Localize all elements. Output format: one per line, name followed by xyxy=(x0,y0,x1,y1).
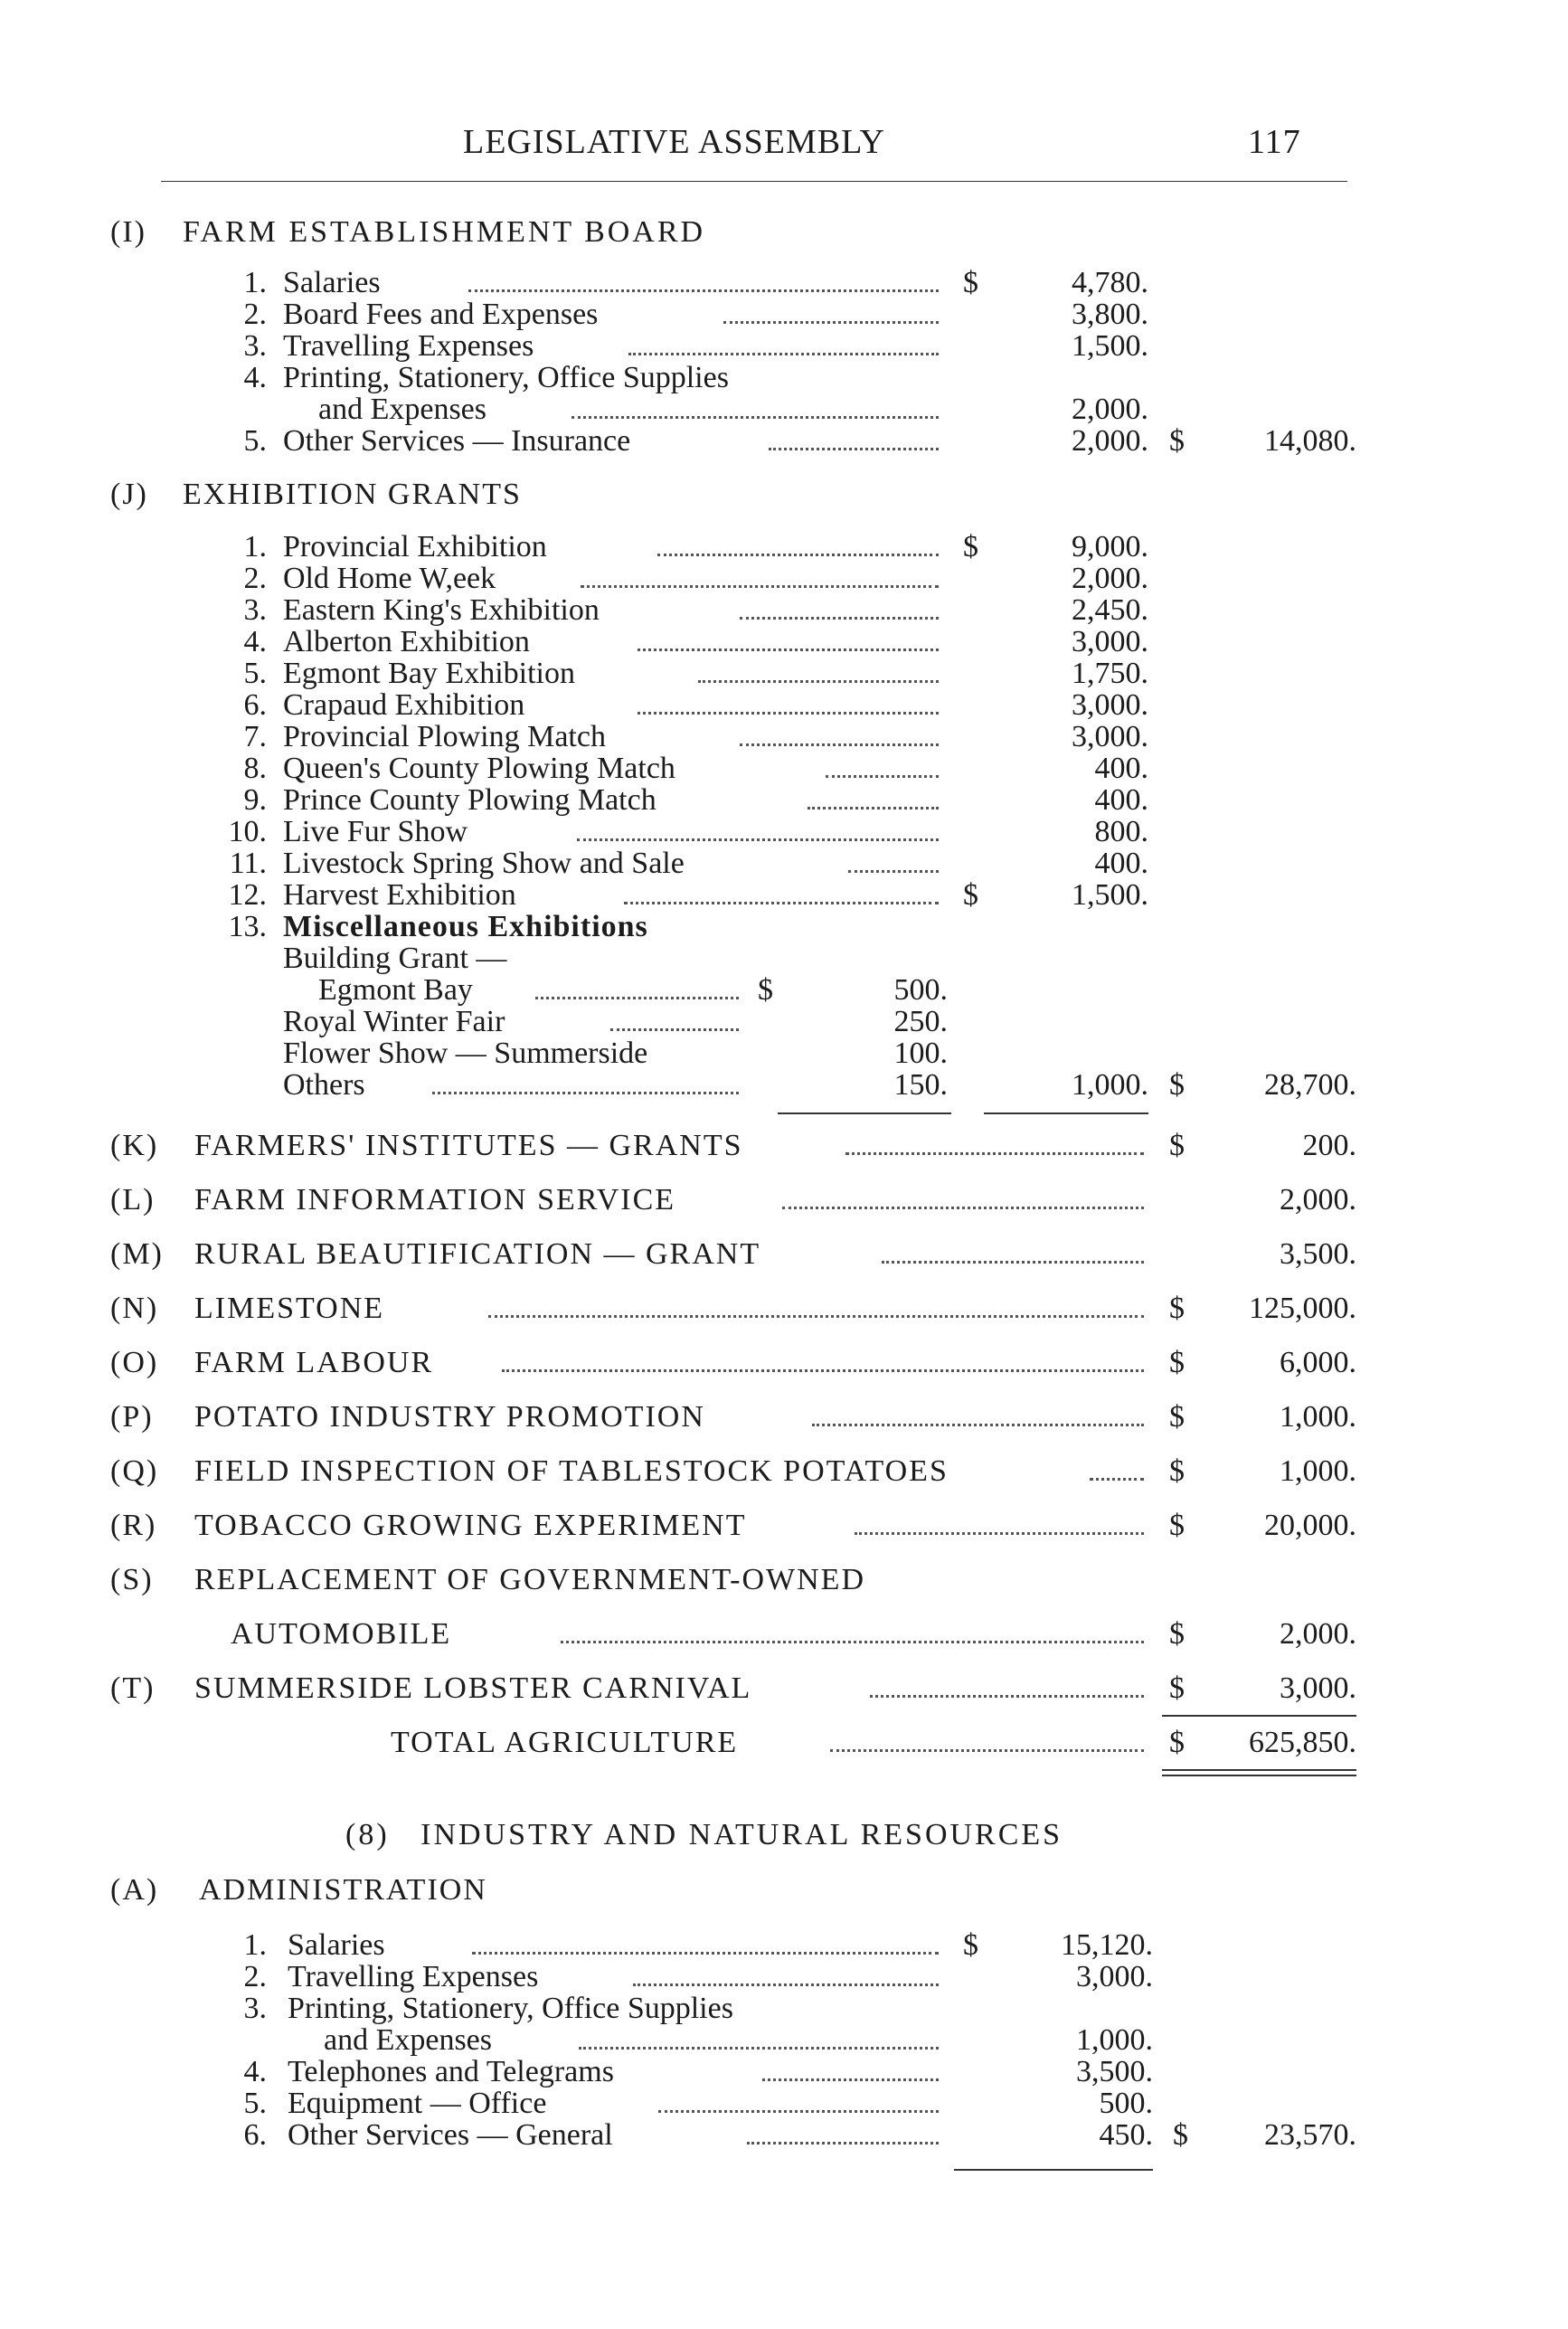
item-amount: 500. xyxy=(1099,2087,1153,2120)
line-name: FIELD INSPECTION OF TABLESTOCK POTATOES xyxy=(194,1454,949,1488)
item-amount: 400. xyxy=(1094,783,1148,817)
item-name: Egmont Bay Exhibition xyxy=(283,657,575,690)
leader-dots xyxy=(638,649,939,651)
item-name: Travelling Expenses xyxy=(283,329,534,363)
leader-dots xyxy=(561,1641,1144,1643)
misc-item-name: Flower Show — Summerside xyxy=(283,1037,648,1070)
item-name: Live Fur Show xyxy=(283,815,468,848)
item-name: Livestock Spring Show and Sale xyxy=(283,847,685,880)
item-name-continued: and Expenses xyxy=(324,2023,493,2057)
line-amount: 3,000. xyxy=(1280,1671,1356,1705)
item-number: 1. xyxy=(243,266,267,299)
misc-item-amount: 100. xyxy=(893,1037,948,1070)
line-name: RURAL BEAUTIFICATION — GRANT xyxy=(194,1237,761,1271)
item-number: 9. xyxy=(243,783,267,817)
section-i-label: (I) xyxy=(110,215,146,249)
leader-dots xyxy=(1090,1478,1144,1481)
line-amount: 1,000. xyxy=(1280,1454,1356,1488)
line-label: (R) xyxy=(110,1509,157,1542)
leader-dots xyxy=(855,1532,1144,1535)
currency-sign: $ xyxy=(1169,1726,1185,1759)
item-name: Harvest Exhibition xyxy=(283,878,516,912)
item-name: Equipment — Office xyxy=(288,2087,547,2120)
line-label: (N) xyxy=(110,1292,159,1325)
item-amount: 400. xyxy=(1094,847,1148,880)
line-name-continued: AUTOMOBILE xyxy=(231,1617,452,1651)
item-amount: 3,000. xyxy=(1072,720,1148,753)
leader-dots xyxy=(698,680,939,683)
currency-sign: $ xyxy=(963,266,978,299)
leader-dots xyxy=(628,353,939,355)
leader-dots xyxy=(740,743,939,746)
item-name-continued: and Expenses xyxy=(318,393,487,426)
leader-dots xyxy=(502,1369,1144,1372)
item-number: 3. xyxy=(243,1992,267,2025)
line-label: (M) xyxy=(110,1237,164,1271)
item-number: 7. xyxy=(243,720,267,753)
item-name: Salaries xyxy=(283,266,381,299)
item-name: Salaries xyxy=(288,1928,385,1962)
item-number: 3. xyxy=(243,593,267,627)
section-total: 14,080. xyxy=(1264,424,1356,458)
item-name: Printing, Stationery, Office Supplies xyxy=(283,361,729,394)
leader-dots xyxy=(808,807,939,809)
item-amount: 3,000. xyxy=(1076,1960,1153,1993)
section-total: 23,570. xyxy=(1264,2118,1356,2152)
item-name: Prince County Plowing Match xyxy=(283,783,656,817)
line-label: (S) xyxy=(110,1563,154,1596)
line-amount: 125,000. xyxy=(1249,1292,1356,1325)
item-name: Alberton Exhibition xyxy=(283,625,530,658)
currency-sign: $ xyxy=(1169,1454,1185,1488)
leader-dots xyxy=(579,2047,939,2050)
item-number: 6. xyxy=(243,2118,267,2152)
leader-dots xyxy=(830,1749,1144,1752)
item-amount: 2,450. xyxy=(1072,593,1148,627)
leader-dots xyxy=(610,1028,739,1031)
misc-exhibitions-title: Miscellaneous Exhibitions xyxy=(283,910,648,943)
leader-dots xyxy=(882,1261,1144,1264)
currency-sign: $ xyxy=(963,530,978,563)
item-number: 1. xyxy=(243,1928,267,1962)
line-label: (O) xyxy=(110,1346,159,1379)
section-8-title: (8) INDUSTRY AND NATURAL RESOURCES xyxy=(345,1818,1063,1851)
item-amount: 1,750. xyxy=(1072,657,1148,690)
leader-dots xyxy=(826,775,939,778)
currency-sign: $ xyxy=(758,973,773,1007)
line-label: (Q) xyxy=(110,1454,159,1488)
line-name: FARMERS' INSTITUTES — GRANTS xyxy=(194,1129,743,1162)
item-name: Old Home W,eek xyxy=(283,562,496,595)
leader-dots xyxy=(571,416,939,419)
item-name: Queen's County Plowing Match xyxy=(283,752,675,785)
leader-dots xyxy=(472,1952,939,1955)
line-name: POTATO INDUSTRY PROMOTION xyxy=(194,1400,705,1434)
misc-item-name: Royal Winter Fair xyxy=(283,1005,505,1038)
page-header-title: LEGISLATIVE ASSEMBLY xyxy=(463,123,885,161)
page-number: 117 xyxy=(1248,123,1301,161)
leader-dots xyxy=(488,1315,1144,1318)
item-number: 2. xyxy=(243,1960,267,1993)
line-label: (T) xyxy=(110,1671,156,1705)
total-agriculture-amount: 625,850. xyxy=(1249,1726,1356,1759)
item-name: Board Fees and Expenses xyxy=(283,298,599,331)
leader-dots xyxy=(747,2142,939,2144)
building-grant-label: Building Grant — xyxy=(283,942,507,975)
item-number: 10. xyxy=(228,815,267,848)
item-number: 5. xyxy=(243,424,267,458)
currency-sign: $ xyxy=(1169,1617,1185,1651)
leader-dots xyxy=(535,997,739,999)
item-name: Provincial Exhibition xyxy=(283,530,547,563)
item-name: Printing, Stationery, Office Supplies xyxy=(288,1992,733,2025)
item-amount: 1,000. xyxy=(1076,2023,1153,2057)
line-amount: 2,000. xyxy=(1280,1183,1356,1217)
subtotal-rule xyxy=(778,1112,951,1114)
misc-item-amount: 250. xyxy=(893,1005,948,1038)
section-a-title: ADMINISTRATION xyxy=(199,1873,487,1907)
item-amount: 2,000. xyxy=(1072,562,1148,595)
item-name: Travelling Expenses xyxy=(288,1960,539,1993)
item-number: 2. xyxy=(243,298,267,331)
item-amount: 2,000. xyxy=(1072,393,1148,426)
total-rule xyxy=(1162,1715,1356,1717)
item-amount: 400. xyxy=(1094,752,1148,785)
total-currency-sign: $ xyxy=(1169,1068,1185,1102)
line-name: LIMESTONE xyxy=(194,1292,385,1325)
leader-dots xyxy=(769,448,939,450)
subtotal-rule xyxy=(954,2169,1153,2171)
line-name: TOBACCO GROWING EXPERIMENT xyxy=(194,1509,747,1542)
leader-dots xyxy=(762,2078,939,2081)
item-amount: 1,500. xyxy=(1072,329,1148,363)
item-number: 4. xyxy=(243,625,267,658)
leader-dots xyxy=(577,838,939,841)
leader-dots xyxy=(657,554,939,556)
item-number: 13. xyxy=(228,910,267,943)
leader-dots xyxy=(581,585,939,588)
header-rule xyxy=(161,181,1347,182)
leader-dots xyxy=(845,1152,1144,1155)
item-amount: 450. xyxy=(1099,2118,1153,2152)
item-amount: 9,000. xyxy=(1072,530,1148,563)
item-number: 11. xyxy=(229,847,267,880)
leader-dots xyxy=(468,289,939,292)
item-amount: 3,800. xyxy=(1072,298,1148,331)
item-name: Crapaud Exhibition xyxy=(283,688,525,722)
item-number: 4. xyxy=(243,361,267,394)
item-name: Eastern King's Exhibition xyxy=(283,593,600,627)
currency-sign: $ xyxy=(1169,1671,1185,1705)
item-number: 12. xyxy=(228,878,267,912)
line-amount: 200. xyxy=(1302,1129,1356,1162)
currency-sign: $ xyxy=(963,1928,978,1962)
item-amount: 2,000. xyxy=(1072,424,1148,458)
item-number: 4. xyxy=(243,2055,267,2088)
item-number: 1. xyxy=(243,530,267,563)
item-amount: 3,500. xyxy=(1076,2055,1153,2088)
line-amount: 20,000. xyxy=(1264,1509,1356,1542)
total-agriculture-label: TOTAL AGRICULTURE xyxy=(391,1726,739,1759)
currency-sign: $ xyxy=(1169,1400,1185,1434)
subtotal-rule xyxy=(984,1112,1148,1114)
currency-sign: $ xyxy=(1169,1292,1185,1325)
item-name: Provincial Plowing Match xyxy=(283,720,606,753)
leader-dots xyxy=(432,1092,739,1094)
item-name: Other Services — General xyxy=(288,2118,613,2152)
total-currency-sign: $ xyxy=(1173,2118,1188,2152)
item-amount: 800. xyxy=(1094,815,1148,848)
leader-dots xyxy=(633,1983,939,1986)
leader-dots xyxy=(870,1695,1144,1698)
item-amount: 4,780. xyxy=(1072,266,1148,299)
item-number: 6. xyxy=(243,688,267,722)
leader-dots xyxy=(638,712,939,715)
item-number: 5. xyxy=(243,2087,267,2120)
leader-dots xyxy=(848,870,939,873)
leader-dots xyxy=(723,321,939,324)
line-amount: 3,500. xyxy=(1280,1237,1356,1271)
item-amount: 15,120. xyxy=(1061,1928,1153,1962)
misc-item-amount: 500. xyxy=(893,973,948,1007)
section-a-label: (A) xyxy=(110,1873,159,1907)
double-total-rule xyxy=(1162,1769,1356,1776)
line-amount: 1,000. xyxy=(1280,1400,1356,1434)
currency-sign: $ xyxy=(1169,1129,1185,1162)
item-number: 3. xyxy=(243,329,267,363)
section-j-label: (J) xyxy=(110,478,148,511)
line-label: (L) xyxy=(110,1183,156,1217)
leader-dots xyxy=(624,902,939,904)
misc-item-name: Others xyxy=(283,1068,365,1102)
currency-sign: $ xyxy=(963,878,978,912)
line-name: FARM INFORMATION SERVICE xyxy=(194,1183,676,1217)
misc-item-amount: 150. xyxy=(893,1068,948,1102)
line-name: SUMMERSIDE LOBSTER CARNIVAL xyxy=(194,1671,752,1705)
misc-item-name: Egmont Bay xyxy=(318,973,473,1007)
item-amount: 3,000. xyxy=(1072,688,1148,722)
misc-subtotal: 1,000. xyxy=(1072,1068,1148,1102)
leader-dots xyxy=(740,617,939,620)
total-currency-sign: $ xyxy=(1169,424,1185,458)
currency-sign: $ xyxy=(1169,1509,1185,1542)
item-number: 2. xyxy=(243,562,267,595)
item-amount: 3,000. xyxy=(1072,625,1148,658)
section-j-title: EXHIBITION GRANTS xyxy=(183,478,522,511)
item-name: Telephones and Telegrams xyxy=(288,2055,614,2088)
item-number: 5. xyxy=(243,657,267,690)
leader-dots xyxy=(782,1207,1144,1209)
line-label: (P) xyxy=(110,1400,154,1434)
item-amount: 1,500. xyxy=(1072,878,1148,912)
section-i-title: FARM ESTABLISHMENT BOARD xyxy=(183,215,706,249)
currency-sign: $ xyxy=(1169,1346,1185,1379)
line-label: (K) xyxy=(110,1129,159,1162)
leader-dots xyxy=(658,2110,939,2113)
item-name: Other Services — Insurance xyxy=(283,424,631,458)
line-amount: 6,000. xyxy=(1280,1346,1356,1379)
line-name: FARM LABOUR xyxy=(194,1346,434,1379)
leader-dots xyxy=(812,1424,1144,1426)
section-total: 28,700. xyxy=(1264,1068,1356,1102)
line-amount: 2,000. xyxy=(1280,1617,1356,1651)
item-number: 8. xyxy=(243,752,267,785)
line-name: REPLACEMENT OF GOVERNMENT-OWNED xyxy=(194,1563,865,1596)
